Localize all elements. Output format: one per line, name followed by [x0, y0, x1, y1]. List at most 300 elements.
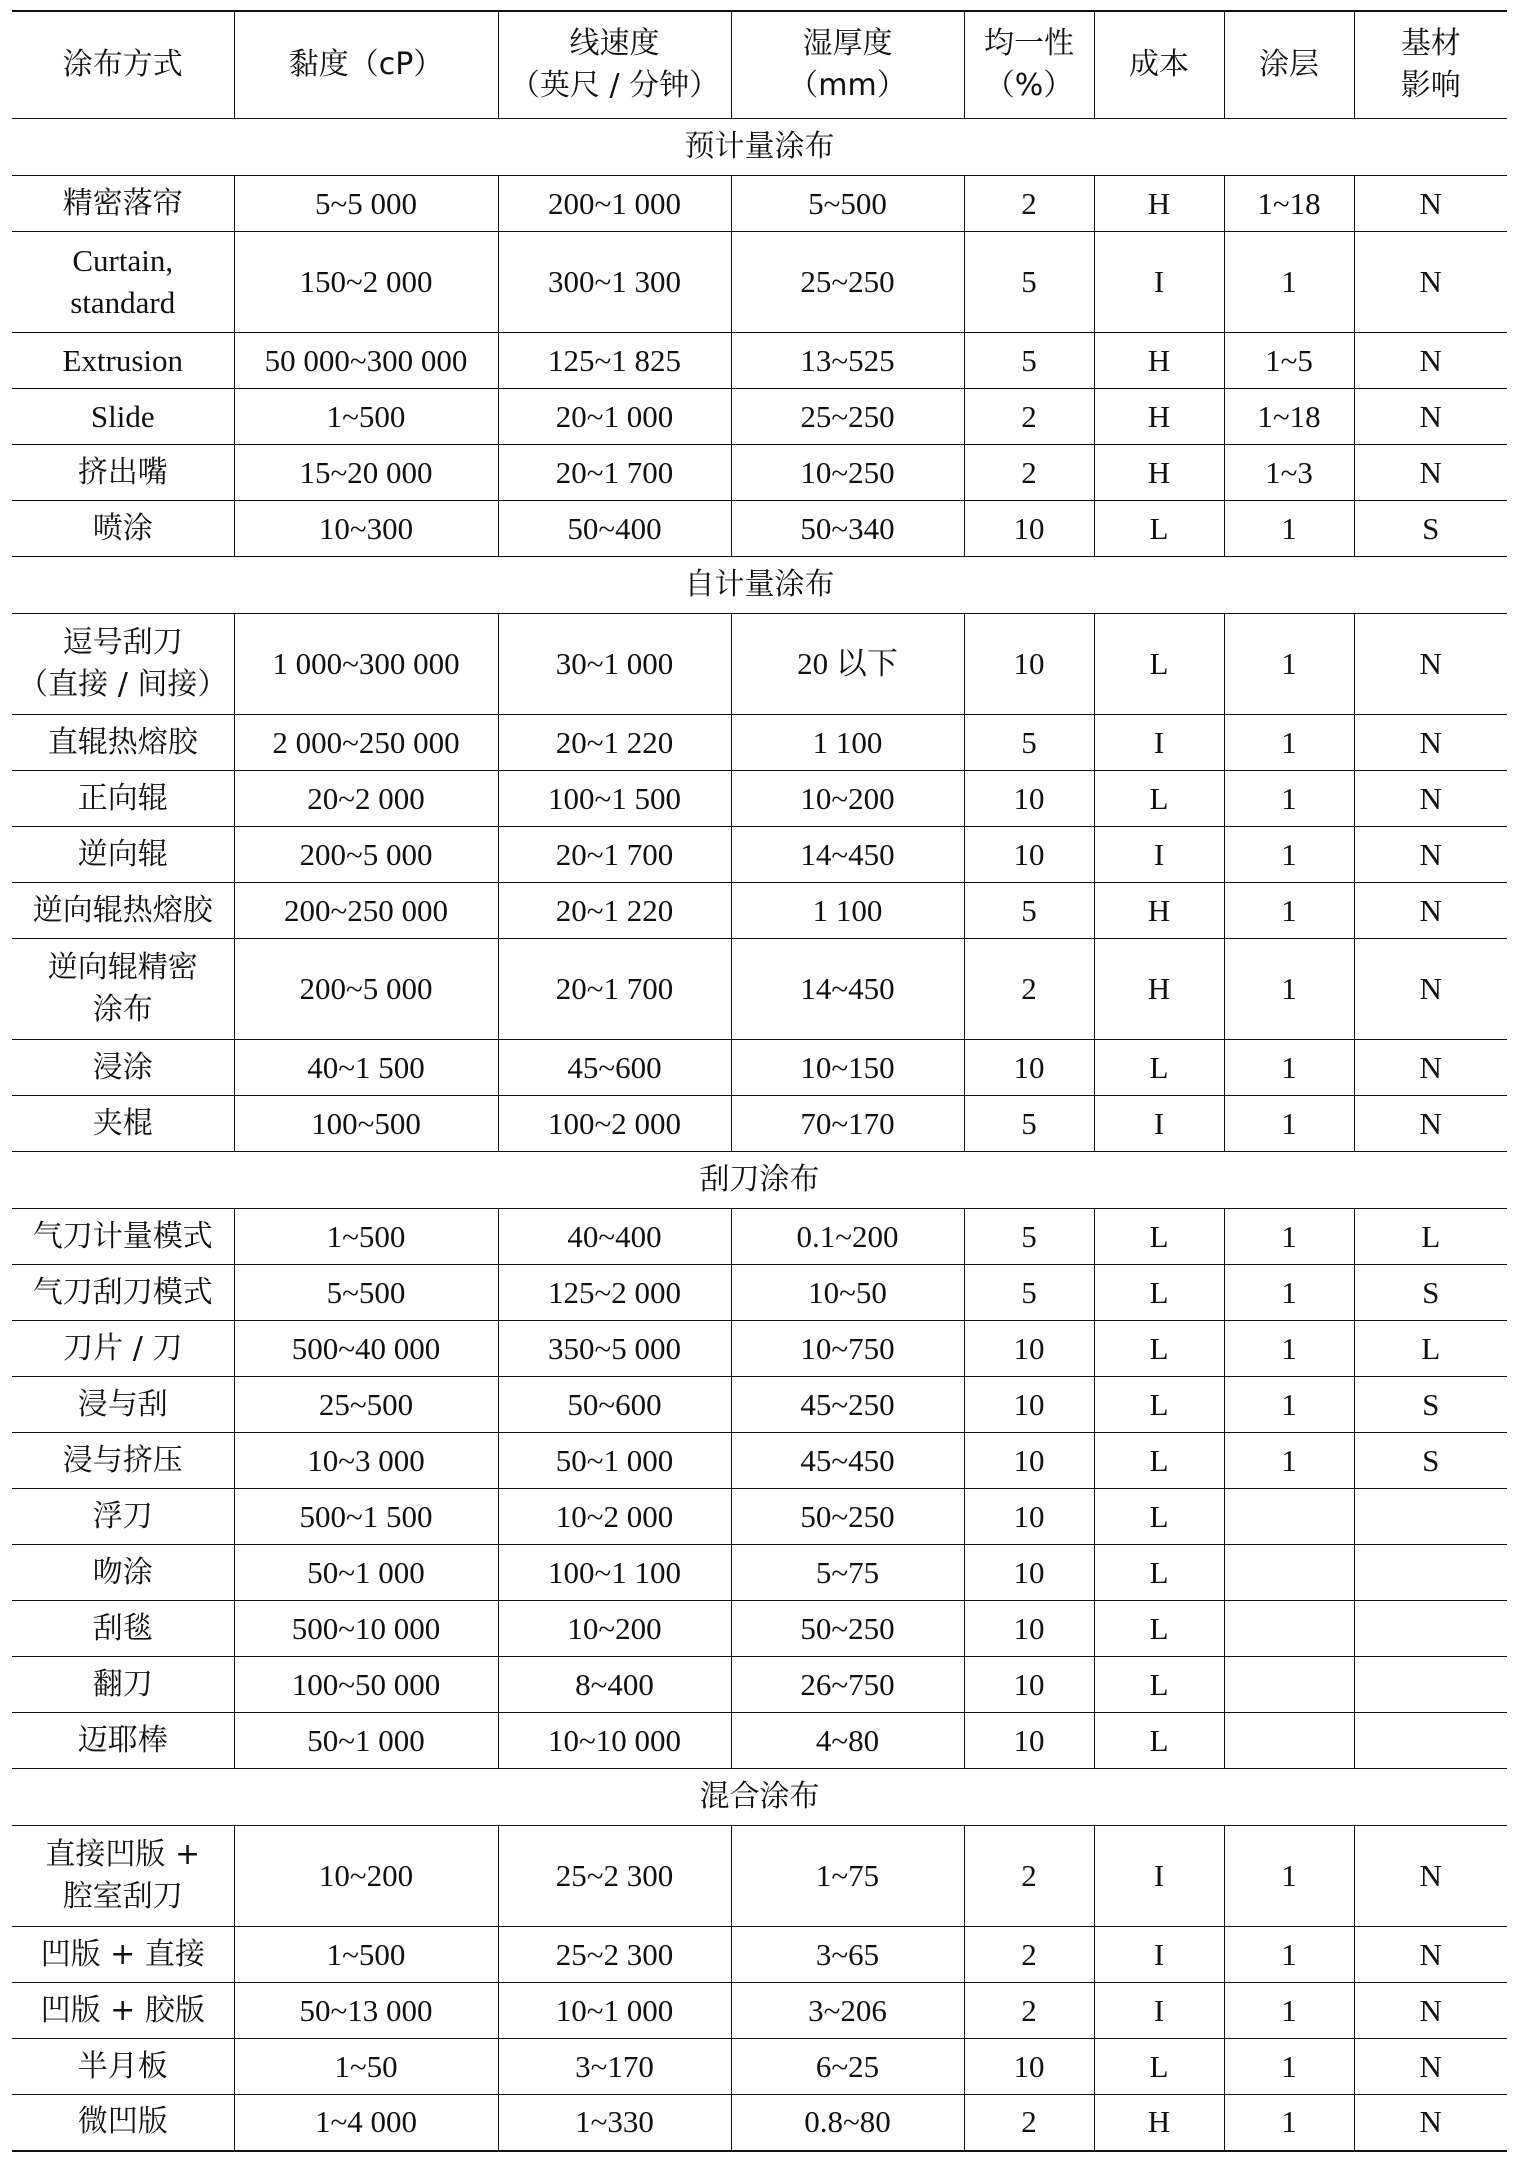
speed-cell: 200~1 000 — [498, 176, 731, 232]
thickness-cell: 1 100 — [731, 715, 964, 771]
layers-cell — [1224, 1489, 1354, 1545]
substrate-cell: S — [1354, 1265, 1507, 1321]
viscosity-cell: 25~500 — [234, 1377, 498, 1433]
uniformity-cell: 10 — [964, 1321, 1094, 1377]
substrate-cell — [1354, 1545, 1507, 1601]
uniformity-cell: 2 — [964, 445, 1094, 501]
cost-cell: H — [1094, 389, 1224, 445]
table-body — [12, 119, 1507, 2151]
method-cell — [12, 1545, 234, 1601]
substrate-cell: L — [1354, 1321, 1507, 1377]
speed-cell: 20~1 220 — [498, 715, 731, 771]
method-line1: 气刀计量模式 — [32, 1218, 213, 1254]
substrate-cell: N — [1354, 445, 1507, 501]
uniformity-cell: 2 — [964, 1927, 1094, 1983]
substrate-cell: N — [1354, 939, 1507, 1040]
table-row — [12, 771, 1507, 827]
method-line1: 浸与挤压 — [62, 1442, 183, 1478]
thickness-cell: 50~340 — [731, 501, 964, 557]
table-row — [12, 1927, 1507, 1983]
method-cell — [12, 1377, 234, 1433]
substrate-cell: N — [1354, 715, 1507, 771]
speed-cell: 20~1 220 — [498, 883, 731, 939]
layers-cell: 1 — [1224, 1265, 1354, 1321]
method-cell — [12, 2095, 234, 2151]
viscosity-cell: 5~5 000 — [234, 176, 498, 232]
viscosity-cell: 10~300 — [234, 501, 498, 557]
method-line2: （直接 / 间接） — [18, 667, 228, 702]
substrate-cell: S — [1354, 501, 1507, 557]
speed-cell: 20~1 700 — [498, 939, 731, 1040]
table-row — [12, 176, 1507, 232]
substrate-cell: N — [1354, 827, 1507, 883]
header-substrate-line2: 影响 — [1400, 68, 1461, 103]
thickness-cell: 14~450 — [731, 939, 964, 1040]
table-row — [12, 1096, 1507, 1152]
viscosity-cell: 1~50 — [234, 2039, 498, 2095]
coating-methods-document — [12, 10, 1507, 2152]
substrate-cell: S — [1354, 1433, 1507, 1489]
method-cell — [12, 1927, 234, 1983]
method-line1: 直接凹版 + — [45, 1837, 201, 1872]
viscosity-cell: 1~500 — [234, 389, 498, 445]
method-line1: 凹版 + 胶版 — [40, 1992, 205, 2028]
method-line1: 挤出嘴 — [77, 454, 168, 490]
speed-cell: 100~1 500 — [498, 771, 731, 827]
speed-cell: 300~1 300 — [498, 232, 731, 333]
method-line1: 气刀刮刀模式 — [32, 1274, 213, 1310]
table-row — [12, 715, 1507, 771]
uniformity-cell: 10 — [964, 827, 1094, 883]
thickness-cell: 4~80 — [731, 1713, 964, 1769]
layers-cell: 1~5 — [1224, 333, 1354, 389]
viscosity-cell: 40~1 500 — [234, 1040, 498, 1096]
substrate-cell: N — [1354, 232, 1507, 333]
table-row — [12, 2039, 1507, 2095]
method-cell — [12, 771, 234, 827]
table-row — [12, 232, 1507, 333]
speed-cell: 125~2 000 — [498, 1265, 731, 1321]
thickness-cell: 25~250 — [731, 232, 964, 333]
speed-cell: 25~2 300 — [498, 1927, 731, 1983]
thickness-cell: 45~250 — [731, 1377, 964, 1433]
header-speed-line2: （英尺 / 分钟） — [509, 68, 720, 103]
method-cell — [12, 2039, 234, 2095]
layers-cell: 1 — [1224, 827, 1354, 883]
method-cell — [12, 1601, 234, 1657]
method-cell — [12, 1713, 234, 1769]
method-line1: 逗号刮刀 — [62, 625, 183, 660]
layers-cell: 1 — [1224, 883, 1354, 939]
layers-cell: 1 — [1224, 232, 1354, 333]
table-row — [12, 1545, 1507, 1601]
thickness-cell: 6~25 — [731, 2039, 964, 2095]
speed-cell: 50~400 — [498, 501, 731, 557]
speed-cell: 100~2 000 — [498, 1096, 731, 1152]
method-line1: 翻刀 — [92, 1666, 153, 1702]
method-line1: Curtain, — [72, 243, 174, 278]
uniformity-cell: 10 — [964, 1601, 1094, 1657]
viscosity-cell: 1~500 — [234, 1209, 498, 1265]
layers-cell: 1 — [1224, 2095, 1354, 2151]
method-cell — [12, 333, 234, 389]
thickness-cell: 1 100 — [731, 883, 964, 939]
header-speed — [498, 11, 731, 119]
section-row — [12, 1152, 1507, 1209]
thickness-cell: 3~65 — [731, 1927, 964, 1983]
method-cell — [12, 1209, 234, 1265]
viscosity-cell: 10~200 — [234, 1826, 498, 1927]
uniformity-cell: 10 — [964, 501, 1094, 557]
cost-cell: L — [1094, 771, 1224, 827]
thickness-cell: 20 以下 — [731, 614, 964, 715]
section-row — [12, 1769, 1507, 1826]
header-thickness — [731, 11, 964, 119]
layers-cell: 1 — [1224, 1433, 1354, 1489]
method-line1: 精密落帘 — [62, 185, 183, 221]
method-cell — [12, 1489, 234, 1545]
uniformity-cell: 10 — [964, 1713, 1094, 1769]
thickness-cell: 13~525 — [731, 333, 964, 389]
method-line1: Slide — [90, 398, 155, 434]
method-cell — [12, 1983, 234, 2039]
method-cell — [12, 1096, 234, 1152]
viscosity-cell: 20~2 000 — [234, 771, 498, 827]
substrate-cell — [1354, 1657, 1507, 1713]
table-row — [12, 939, 1507, 1040]
method-line1: 微凹版 — [77, 2104, 168, 2140]
viscosity-cell: 200~5 000 — [234, 827, 498, 883]
section-title: 预计量涂布 — [12, 119, 1507, 176]
section-title: 刮刀涂布 — [12, 1152, 1507, 1209]
cost-cell: L — [1094, 1321, 1224, 1377]
cost-cell: L — [1094, 1601, 1224, 1657]
layers-cell: 1 — [1224, 501, 1354, 557]
cost-cell: L — [1094, 1377, 1224, 1433]
uniformity-cell: 5 — [964, 333, 1094, 389]
speed-cell: 350~5 000 — [498, 1321, 731, 1377]
thickness-cell: 5~75 — [731, 1545, 964, 1601]
speed-cell: 1~330 — [498, 2095, 731, 2151]
thickness-cell: 0.1~200 — [731, 1209, 964, 1265]
thickness-cell: 45~450 — [731, 1433, 964, 1489]
method-cell — [12, 1826, 234, 1927]
cost-cell: L — [1094, 1713, 1224, 1769]
viscosity-cell: 1~4 000 — [234, 2095, 498, 2151]
layers-cell — [1224, 1545, 1354, 1601]
section-row — [12, 119, 1507, 176]
cost-cell: H — [1094, 939, 1224, 1040]
method-cell — [12, 1265, 234, 1321]
table-row — [12, 1657, 1507, 1713]
cost-cell: I — [1094, 715, 1224, 771]
method-line1: 逆向辊 — [77, 836, 168, 872]
substrate-cell: N — [1354, 1096, 1507, 1152]
thickness-cell: 10~150 — [731, 1040, 964, 1096]
substrate-cell: N — [1354, 176, 1507, 232]
table-row — [12, 827, 1507, 883]
speed-cell: 50~600 — [498, 1377, 731, 1433]
header-layers: 涂层 — [1224, 11, 1354, 119]
layers-cell: 1 — [1224, 1209, 1354, 1265]
substrate-cell: N — [1354, 389, 1507, 445]
layers-cell: 1 — [1224, 1321, 1354, 1377]
cost-cell: L — [1094, 1489, 1224, 1545]
method-line1: 迈耶棒 — [77, 1722, 168, 1758]
method-cell — [12, 389, 234, 445]
method-line1: 浸涂 — [92, 1049, 153, 1085]
method-line1: 凹版 + 直接 — [40, 1936, 205, 1972]
layers-cell — [1224, 1713, 1354, 1769]
layers-cell: 1~18 — [1224, 176, 1354, 232]
table-row — [12, 2095, 1507, 2151]
table-row — [12, 1489, 1507, 1545]
viscosity-cell: 200~250 000 — [234, 883, 498, 939]
speed-cell: 10~200 — [498, 1601, 731, 1657]
uniformity-cell: 5 — [964, 1265, 1094, 1321]
uniformity-cell: 10 — [964, 771, 1094, 827]
method-cell — [12, 1657, 234, 1713]
viscosity-cell: 150~2 000 — [234, 232, 498, 333]
header-uniformity-line1: 均一性 — [984, 26, 1074, 61]
method-line1: 浸与刮 — [77, 1386, 168, 1422]
table-row — [12, 1040, 1507, 1096]
thickness-cell: 10~750 — [731, 1321, 964, 1377]
layers-cell: 1 — [1224, 1927, 1354, 1983]
thickness-cell: 14~450 — [731, 827, 964, 883]
layers-cell: 1 — [1224, 1983, 1354, 2039]
method-line2: 涂布 — [92, 992, 153, 1027]
method-cell — [12, 1321, 234, 1377]
viscosity-cell: 500~40 000 — [234, 1321, 498, 1377]
thickness-cell: 50~250 — [731, 1601, 964, 1657]
uniformity-cell: 2 — [964, 176, 1094, 232]
substrate-cell: N — [1354, 771, 1507, 827]
table-row — [12, 1826, 1507, 1927]
layers-cell: 1 — [1224, 771, 1354, 827]
layers-cell — [1224, 1657, 1354, 1713]
uniformity-cell: 10 — [964, 1377, 1094, 1433]
substrate-cell — [1354, 1601, 1507, 1657]
method-cell — [12, 501, 234, 557]
substrate-cell: N — [1354, 1826, 1507, 1927]
method-line1: 刮毯 — [92, 1610, 153, 1646]
uniformity-cell: 10 — [964, 1545, 1094, 1601]
cost-cell: H — [1094, 176, 1224, 232]
layers-cell: 1 — [1224, 2039, 1354, 2095]
layers-cell: 1 — [1224, 614, 1354, 715]
cost-cell: I — [1094, 1096, 1224, 1152]
speed-cell: 10~10 000 — [498, 1713, 731, 1769]
uniformity-cell: 10 — [964, 2039, 1094, 2095]
viscosity-cell: 50~1 000 — [234, 1545, 498, 1601]
method-line1: Extrusion — [62, 342, 184, 378]
uniformity-cell: 10 — [964, 1657, 1094, 1713]
uniformity-cell: 2 — [964, 1826, 1094, 1927]
viscosity-cell: 500~10 000 — [234, 1601, 498, 1657]
header-speed-line1: 线速度 — [569, 26, 660, 61]
cost-cell: L — [1094, 2039, 1224, 2095]
method-line1: 刀片 / 刀 — [63, 1330, 183, 1366]
thickness-cell: 10~250 — [731, 445, 964, 501]
uniformity-cell: 10 — [964, 1433, 1094, 1489]
method-cell — [12, 1040, 234, 1096]
speed-cell: 45~600 — [498, 1040, 731, 1096]
table-row — [12, 1713, 1507, 1769]
table-row — [12, 1377, 1507, 1433]
method-cell — [12, 232, 234, 333]
viscosity-cell: 200~5 000 — [234, 939, 498, 1040]
method-cell — [12, 827, 234, 883]
substrate-cell: L — [1354, 1209, 1507, 1265]
substrate-cell: N — [1354, 614, 1507, 715]
header-uniformity — [964, 11, 1094, 119]
method-cell — [12, 939, 234, 1040]
section-title: 自计量涂布 — [12, 557, 1507, 614]
substrate-cell: N — [1354, 2039, 1507, 2095]
speed-cell: 3~170 — [498, 2039, 731, 2095]
uniformity-cell: 2 — [964, 939, 1094, 1040]
speed-cell: 40~400 — [498, 1209, 731, 1265]
thickness-cell: 70~170 — [731, 1096, 964, 1152]
method-line1: 吻涂 — [92, 1554, 153, 1590]
viscosity-cell: 15~20 000 — [234, 445, 498, 501]
cost-cell: I — [1094, 1983, 1224, 2039]
cost-cell: H — [1094, 883, 1224, 939]
uniformity-cell: 10 — [964, 1489, 1094, 1545]
uniformity-cell: 10 — [964, 614, 1094, 715]
thickness-cell: 26~750 — [731, 1657, 964, 1713]
substrate-cell: S — [1354, 1377, 1507, 1433]
thickness-cell: 5~500 — [731, 176, 964, 232]
table-row — [12, 333, 1507, 389]
method-line1: 喷涂 — [92, 510, 153, 546]
cost-cell: I — [1094, 827, 1224, 883]
viscosity-cell: 5~500 — [234, 1265, 498, 1321]
speed-cell: 30~1 000 — [498, 614, 731, 715]
header-substrate — [1354, 11, 1507, 119]
substrate-cell: N — [1354, 1983, 1507, 2039]
table-row — [12, 1601, 1507, 1657]
viscosity-cell: 10~3 000 — [234, 1433, 498, 1489]
table-row — [12, 1433, 1507, 1489]
viscosity-cell: 1 000~300 000 — [234, 614, 498, 715]
substrate-cell — [1354, 1489, 1507, 1545]
thickness-cell: 0.8~80 — [731, 2095, 964, 2151]
viscosity-cell: 1~500 — [234, 1927, 498, 1983]
method-line1: 逆向辊精密 — [47, 950, 198, 985]
method-line2: standard — [70, 285, 176, 320]
layers-cell: 1 — [1224, 939, 1354, 1040]
viscosity-cell: 50~13 000 — [234, 1983, 498, 2039]
viscosity-cell: 2 000~250 000 — [234, 715, 498, 771]
cost-cell: L — [1094, 1209, 1224, 1265]
section-row — [12, 557, 1507, 614]
viscosity-cell: 100~500 — [234, 1096, 498, 1152]
uniformity-cell: 5 — [964, 1209, 1094, 1265]
speed-cell: 20~1 700 — [498, 827, 731, 883]
layers-cell: 1 — [1224, 1377, 1354, 1433]
thickness-cell: 10~200 — [731, 771, 964, 827]
method-line1: 浮刀 — [92, 1498, 153, 1534]
layers-cell: 1 — [1224, 1040, 1354, 1096]
thickness-cell: 10~50 — [731, 1265, 964, 1321]
uniformity-cell: 5 — [964, 232, 1094, 333]
cost-cell: L — [1094, 1657, 1224, 1713]
substrate-cell: N — [1354, 2095, 1507, 2151]
method-cell — [12, 715, 234, 771]
method-cell — [12, 1433, 234, 1489]
method-line1: 正向辊 — [77, 780, 168, 816]
method-line2: 腔室刮刀 — [62, 1879, 183, 1914]
table-header — [12, 11, 1507, 119]
speed-cell: 20~1 700 — [498, 445, 731, 501]
header-cost: 成本 — [1094, 11, 1224, 119]
speed-cell: 125~1 825 — [498, 333, 731, 389]
header-thickness-line2: （mm） — [788, 68, 907, 103]
section-title: 混合涂布 — [12, 1769, 1507, 1826]
layers-cell: 1 — [1224, 1096, 1354, 1152]
header-row — [12, 11, 1507, 119]
cost-cell: H — [1094, 2095, 1224, 2151]
header-viscosity: 黏度（cP） — [234, 11, 498, 119]
substrate-cell: N — [1354, 333, 1507, 389]
coating-methods-table — [12, 10, 1507, 2152]
viscosity-cell: 500~1 500 — [234, 1489, 498, 1545]
uniformity-cell: 5 — [964, 1096, 1094, 1152]
thickness-cell: 3~206 — [731, 1983, 964, 2039]
cost-cell: H — [1094, 445, 1224, 501]
table-row — [12, 1209, 1507, 1265]
cost-cell: I — [1094, 1826, 1224, 1927]
header-uniformity-line2: （%） — [984, 68, 1074, 103]
uniformity-cell: 2 — [964, 389, 1094, 445]
viscosity-cell: 100~50 000 — [234, 1657, 498, 1713]
thickness-cell: 25~250 — [731, 389, 964, 445]
layers-cell: 1 — [1224, 715, 1354, 771]
header-thickness-line1: 湿厚度 — [802, 26, 893, 61]
method-cell — [12, 883, 234, 939]
speed-cell: 100~1 100 — [498, 1545, 731, 1601]
method-line1: 逆向辊热熔胶 — [32, 892, 213, 928]
substrate-cell — [1354, 1713, 1507, 1769]
substrate-cell: N — [1354, 1040, 1507, 1096]
table-row — [12, 1321, 1507, 1377]
speed-cell: 10~1 000 — [498, 1983, 731, 2039]
table-row — [12, 614, 1507, 715]
uniformity-cell: 5 — [964, 715, 1094, 771]
thickness-cell: 1~75 — [731, 1826, 964, 1927]
substrate-cell: N — [1354, 1927, 1507, 1983]
thickness-cell: 50~250 — [731, 1489, 964, 1545]
layers-cell: 1~18 — [1224, 389, 1354, 445]
method-line1: 夹棍 — [92, 1105, 153, 1141]
substrate-cell: N — [1354, 883, 1507, 939]
cost-cell: L — [1094, 1265, 1224, 1321]
speed-cell: 8~400 — [498, 1657, 731, 1713]
method-line1: 直辊热熔胶 — [47, 724, 198, 760]
cost-cell: L — [1094, 1545, 1224, 1601]
layers-cell — [1224, 1601, 1354, 1657]
cost-cell: L — [1094, 614, 1224, 715]
uniformity-cell: 5 — [964, 883, 1094, 939]
table-row — [12, 501, 1507, 557]
method-cell — [12, 614, 234, 715]
table-row — [12, 445, 1507, 501]
cost-cell: L — [1094, 501, 1224, 557]
speed-cell: 25~2 300 — [498, 1826, 731, 1927]
viscosity-cell: 50 000~300 000 — [234, 333, 498, 389]
